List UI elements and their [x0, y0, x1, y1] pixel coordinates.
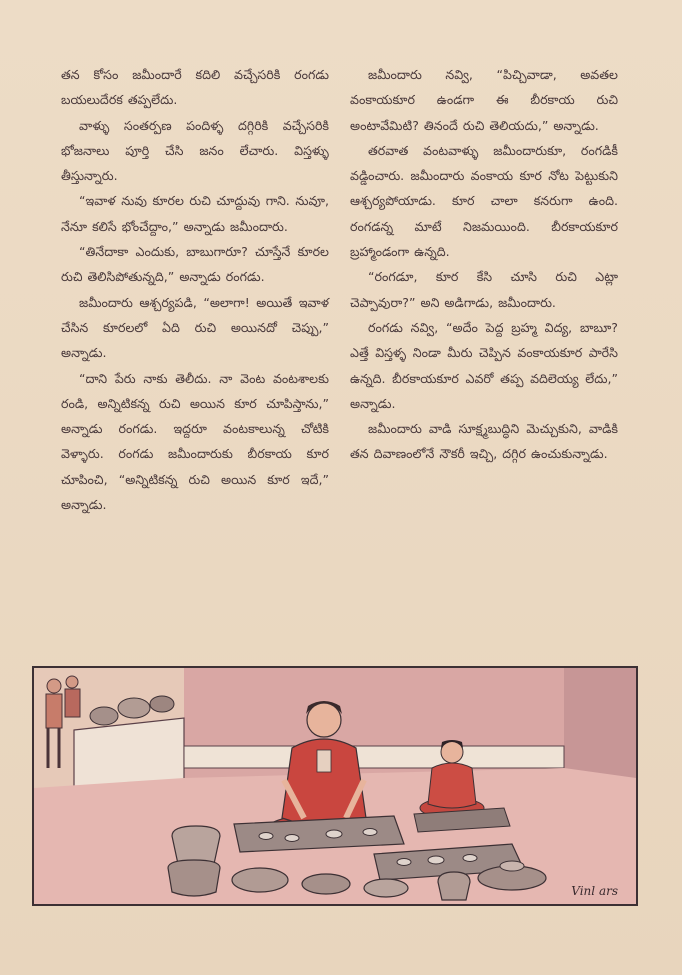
left-paragraph-5: జమీందారు ఆశ్చర్యపడి, “అలాగా! అయితే ఇవాళ చేసిన కూరలలో ఏది రుచి అయినదో చెప్పు,” అన్నాడు. — [61, 294, 329, 361]
right-paragraph-2: తరవాత వంటవాళ్ళు జమీందారుకూ, రంగడికీ వడ్డించారు. జమీందారు వంకాయ కూర నోట పెట్టుకుని ఆశ్చర్యపోయాడు. కూర చాలా కనరుగా ఉంది. రంగడన్న మాటే నిజమయింది. బీరకాయకూర బ్రహ్మాండంగా ఉన్నది. — [350, 142, 618, 260]
right-paragraph-3: “రంగడూ, కూర కేసి చూసి రుచి ఎట్లా చెప్పావురా?” అని అడిగాడు, జమీందారు. — [350, 269, 618, 310]
right-pillar — [564, 668, 636, 778]
wall-skirting — [184, 746, 564, 768]
right-paragraph-1: జమీందారు నవ్వి, “పిచ్చివాడా, అవతల వంకాయకూర ఉండగా ఈ బీరకాయ రుచి అంటావేమిటి? తినందే రుచి తెలియదు,” అన్నాడు. — [350, 67, 618, 133]
left-paragraph-6: “దాని పేరు నాకు తెలీదు. నా వెంట వంటశాలకు రండి, అన్నిటికన్న రుచి అయిన కూర చూపిస్తాను,” అన్నాడు రంగడు. ఇద్దరూ వంటకాలున్న చోటికి వెళ్ళారు. రంగడు జమీందారుకు బీరకాయ కూర చూపించి, “అన్నిటికన్న రుచి అయిన కూర ఇదే,” అన్నాడు. — [61, 370, 329, 513]
left-paragraph-1: తన కోసం జమీందారే కదిలి వచ్చేసరికి రంగడు బయలుదేరక తప్పలేదు. — [61, 67, 329, 108]
left-paragraph-4: “తినేదాకా ఎందుకు, బాబుగారూ? చూస్తేనే కూరల రుచి తెలిసిపోతున్నది,” అన్నాడు రంగడు. — [61, 244, 329, 285]
left-text-column — [61, 62, 329, 517]
artist-signature: Vinl ars — [571, 884, 618, 898]
left-paragraph-3: “ఇవాళ నువు కూరల రుచి చూద్దువు గాని. నువూ, నేనూ కలిసే భోంచేద్దాం,” అన్నాడు జమీందారు. — [61, 193, 329, 234]
left-paragraph-2: వాళ్ళు సంతర్పణ పందిళ్ళ దగ్గిరికి వచ్చేసరికి భోజనాలు పూర్తి చేసి జనం లేచారు. విస్తళ్ళు తీస్తున్నారు. — [61, 117, 329, 184]
illustration-dining-scene — [32, 666, 638, 906]
right-paragraph-4: రంగడు నవ్వి, “అదేం పెద్ద బ్రహ్మ విద్య, బాబూ? ఎత్తే విస్తళ్ళ నిండా మీరు చెప్పిన వంకాయకూర పారేసి ఉన్నది. బీరకాయకూర ఎవరో తప్ప వదిలెయ్య లేదు,” అన్నాడు. — [350, 319, 618, 411]
right-text-column — [350, 62, 618, 467]
illustration-drawing — [34, 668, 636, 904]
right-paragraph-5: జమీందారు వాడి సూక్ష్మబుద్ధిని మెచ్చుకుని, వాడికి తన దివాణంలోనే నౌకరీ ఇచ్చి, దగ్గిర ఉంచుకున్నాడు. — [350, 421, 618, 462]
